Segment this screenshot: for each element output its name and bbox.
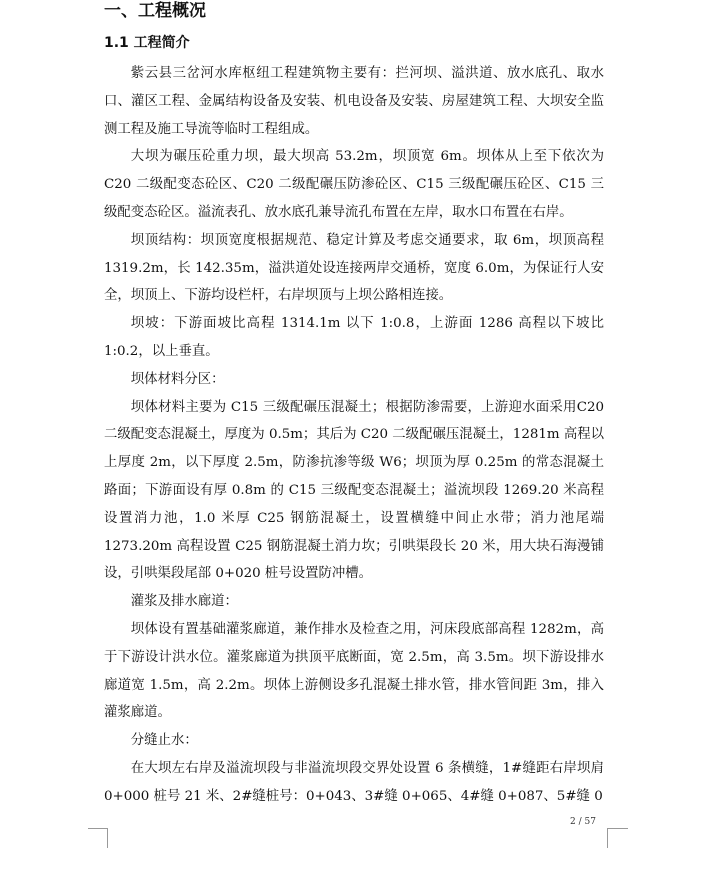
crop-mark-left-vertical: [107, 828, 108, 848]
section-heading: 一、工程概况: [104, 1, 206, 21]
crop-mark-left: [88, 828, 108, 849]
paragraph-gallery: 坝体设有置基础灌浆廊道，兼作排水及检查之用，河床段底部高程 1282m，高于下游设计洪水位。灌浆廊道为拱顶平底断面，宽 2.5m，高 3.5m。坝下游设排水廊道宽 1.5m，高 2.2m。坝体上游侧设多孔混凝土排水管，排水管间距 3m，排入灌浆廊道。: [104, 621, 604, 721]
paragraph-joint-heading: 分缝止水：: [130, 733, 198, 749]
paragraph-intro: 紫云县三岔河水库枢纽工程建筑物主要有：拦河坝、溢洪道、放水底孔、取水口、灌区工程、金属结构设备及安装、机电设备及安装、房屋建筑工程、大坝安全监测工程及施工导流等临时工程组成。: [104, 66, 604, 137]
subsection-heading: 1.1 工程简介: [104, 35, 190, 51]
paragraph-dam: 大坝为碾压砼重力坝，最大坝高 53.2m，坝顶宽 6m。坝体从上至下依次为C20 二级配变态砼区、C20 二级配碾压防渗砼区、C15 三级配碾压砼区、C15 三级配变态砼区。溢流表孔、放水底孔兼导流孔布置在左岸，取水口布置在右岸。: [104, 149, 604, 220]
crop-mark-right-vertical: [607, 828, 608, 848]
paragraph-joint: 在大坝左右岸及溢流坝段与非溢流坝段交界处设置 6 条横缝，1#缝距右岸坝肩 0+000 桩号 21 米、2#缝桩号：0+043、3#缝 0+065、4#缝 0+087、5#缝 0: [104, 760, 604, 804]
paragraph-gallery-heading: 灌浆及排水廊道：: [130, 594, 238, 610]
page-number: 2 / 57: [570, 817, 596, 827]
paragraph-material-heading: 坝体材料分区：: [130, 371, 225, 387]
paragraph-material: 坝体材料主要为 C15 三级配碾压混凝土；根据防渗需要，上游迎水面采用C20 二级配变态混凝土，厚度为 0.5m；其后为 C20 二级配碾压混凝土，1281m 高程以上厚度 2m，以下厚度 2.5m，防渗抗渗等级 W6；坝顶为厚 0.25m 的常态混凝土路面；下游面设有厚 0.8m 的 C15 三级配变态混凝土；溢流坝段 1269.20 米高程设置消力池，1.0 米厚 C25 钢筋混凝土，设置横缝中间止水带；消力池尾端1273.20m 高程设置 C25 钢筋混凝土消力坎；引哄渠段长 20 米，用大块石海漫铺设，引哄渠段尾部 0+020 桩号设置防冲槽。: [104, 399, 605, 582]
document-body: [104, 60, 604, 811]
paragraph-slope: 坝坡：下游面坡比高程 1314.1m 以下 1:0.8，上游面 1286 高程以下坡比 1:0.2，以上垂直。: [104, 316, 604, 359]
crop-mark-right: [608, 828, 628, 849]
paragraph-crest: 坝顶结构：坝顶宽度根据规范、稳定计算及考虑交通要求，取 6m，坝顶高程 1319.2m，长 142.35m，溢洪道处设连接两岸交通桥，宽度 6.0m，为保证行人安全，坝顶上、下游均设栏杆，右岸坝顶与上坝公路相连接。: [104, 232, 604, 304]
